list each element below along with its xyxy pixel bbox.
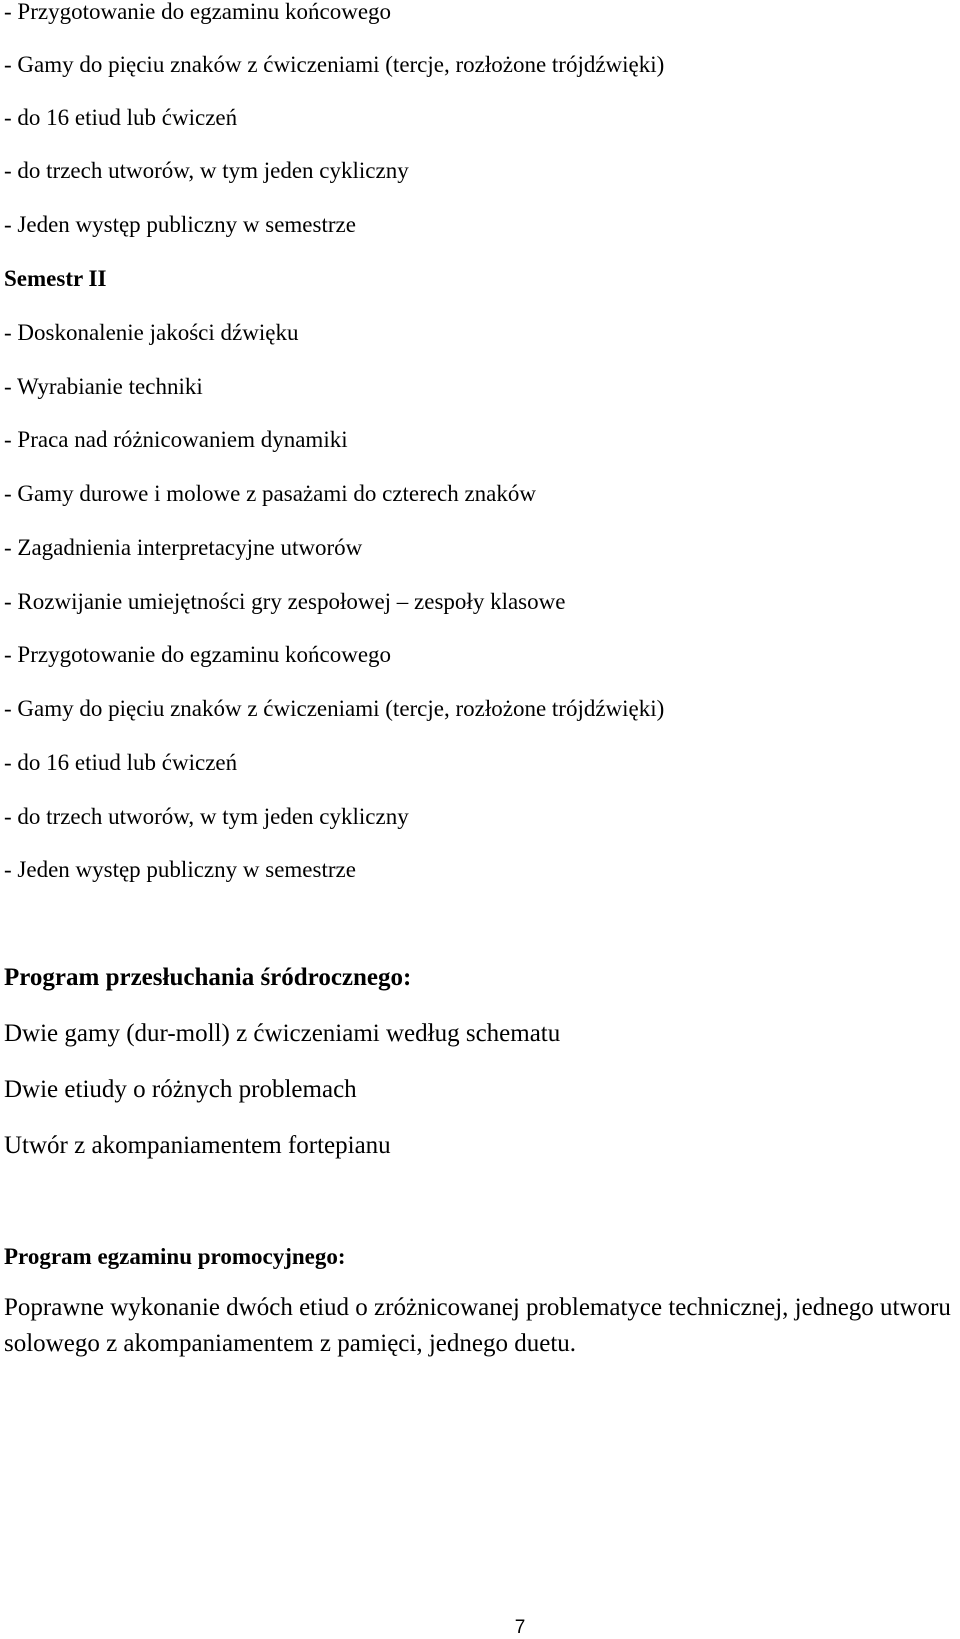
list-item: - Zagadnienia interpretacyjne utworów [4, 535, 363, 560]
list-item: - do trzech utworów, w tym jeden cykliczny [4, 158, 409, 183]
list-item: - Rozwijanie umiejętności gry zespołowej – zespoły klasowe [4, 589, 566, 614]
page-number: 7 [514, 1617, 526, 1638]
list-item: - Jeden występ publiczny w semestrze [4, 212, 356, 237]
list-item: - Przygotowanie do egzaminu końcowego [4, 0, 392, 24]
semester-heading: Semestr II [4, 266, 107, 291]
midterm-heading: Program przesłuchania śródrocznego: [4, 964, 412, 991]
promotion-exam-heading: Program egzaminu promocyjnego: [4, 1244, 346, 1269]
list-item: - Jeden występ publiczny w semestrze [4, 857, 356, 882]
list-item: Dwie gamy (dur-moll) z ćwiczeniami według schematu [4, 1020, 561, 1047]
list-item: Utwór z akompaniamentem fortepianu [4, 1132, 391, 1159]
list-item: - do trzech utworów, w tym jeden cykliczny [4, 804, 409, 829]
list-item: - Gamy do pięciu znaków z ćwiczeniami (tercje, rozłożone trójdźwięki) [4, 696, 665, 721]
list-item: Dwie etiudy o różnych problemach [4, 1076, 357, 1103]
list-item: - Wyrabianie techniki [4, 374, 203, 399]
list-item: - do 16 etiud lub ćwiczeń [4, 750, 238, 775]
promotion-exam-text: Poprawne wykonanie dwóch etiud o zróżnicowanej problematyce technicznej, jednego utworu solowego z akompaniamentem z pamięci, jednego duetu. [4, 1294, 951, 1357]
list-item: - Przygotowanie do egzaminu końcowego [4, 642, 392, 667]
list-item: - Praca nad różnicowaniem dynamiki [4, 427, 348, 452]
list-item: - do 16 etiud lub ćwiczeń [4, 105, 238, 130]
list-item: - Gamy durowe i molowe z pasażami do czterech znaków [4, 481, 536, 506]
list-item: - Doskonalenie jakości dźwięku [4, 320, 299, 345]
list-item: - Gamy do pięciu znaków z ćwiczeniami (tercje, rozłożone trójdźwięki) [4, 52, 665, 77]
